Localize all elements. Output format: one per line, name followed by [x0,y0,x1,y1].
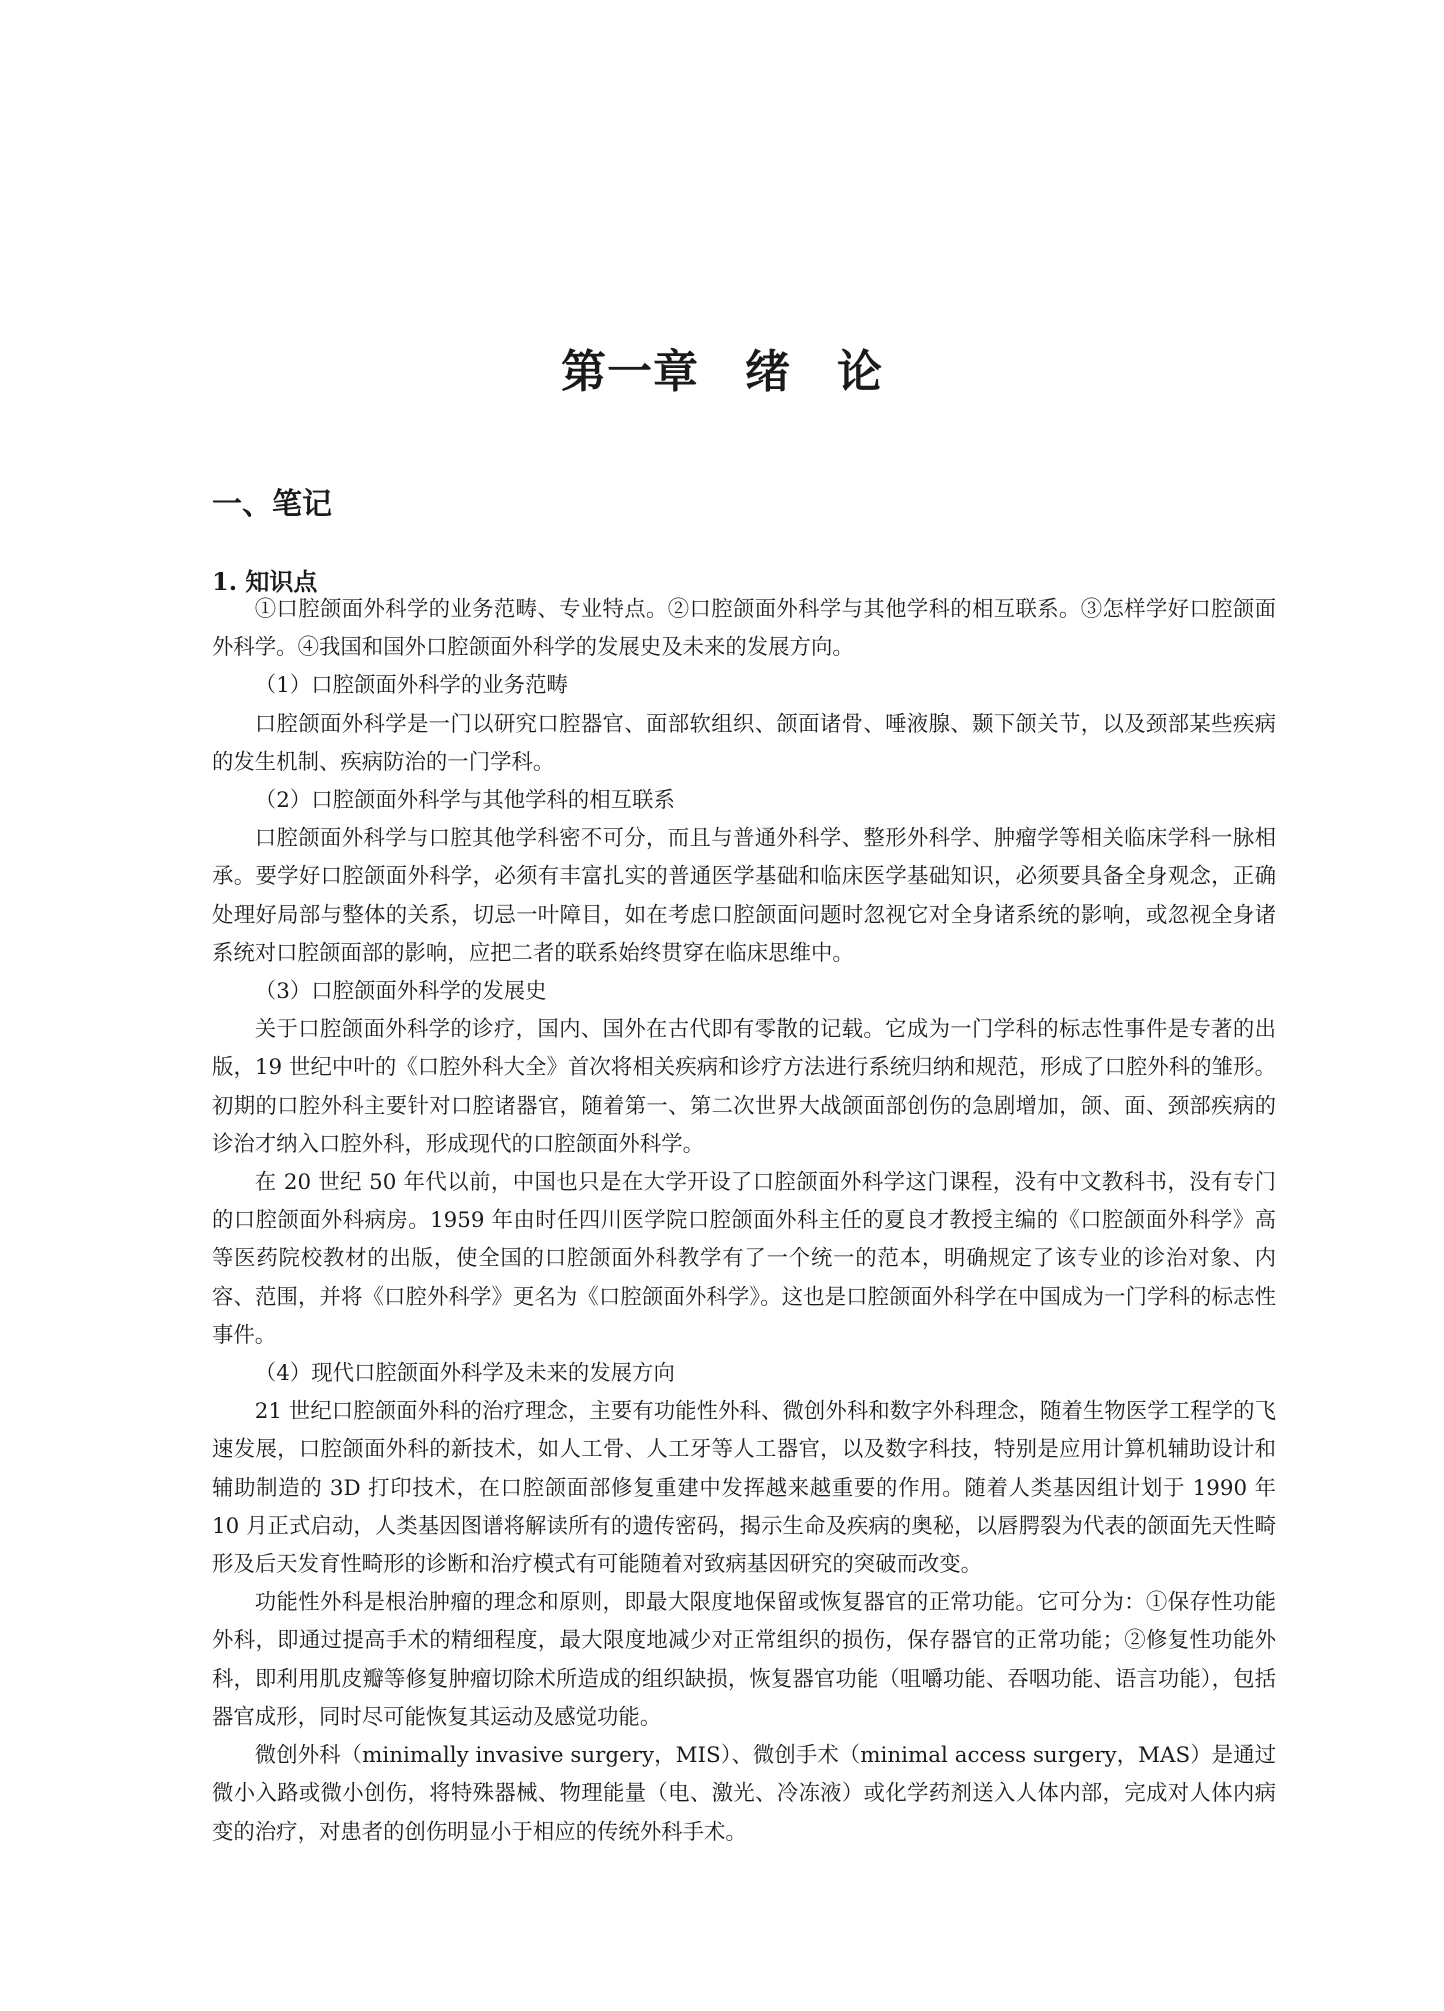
paragraph-history: 关于口腔颌面外科学的诊疗，国内、国外在古代即有零散的记载。它成为一门学科的标志性事件是专著的出版，19 世纪中叶的《口腔外科大全》首次将相关疾病和诊疗方法进行系统归纳和规范，形成了口腔外科的雏形。初期的口腔外科主要针对口腔诸器官，随着第一、第二次世界大战颌面部创伤的急剧增加，颌、面、颈部疾病的诊治才纳入口腔外科，形成现代的口腔颌面外科学。 [212,1017,1276,1157]
paragraph-overview: ①口腔颌面外科学的业务范畴、专业特点。②口腔颌面外科学与其他学科的相互联系。③怎样学好口腔颌面外科学。④我国和国外口腔颌面外科学的发展史及未来的发展方向。 [212,597,1276,661]
paragraph-modern: 21 世纪口腔颌面外科的治疗理念，主要有功能性外科、微创外科和数字外科理念，随着生物医学工程学的飞速发展，口腔颌面外科的新技术，如人工骨、人工牙等人工器官，以及数字科技，特别是应用计算机辅助设计和辅助制造的 3D 打印技术，在口腔颌面部修复重建中发挥越来越重要的作用。随着人类基因组计划于 1990 年 10 月正式启动，人类基因图谱将解读所有的遗传密码，揭示生命及疾病的奥秘，以唇腭裂为代表的颌面先天性畸形及后天发育性畸形的诊断和治疗模式有可能随着对致病基因研究的突破而改变。 [212,1399,1276,1578]
paragraph-minimally-invasive: 微创外科（minimally invasive surgery，MIS）、微创手术（minimal access surgery，MAS）是通过微小入路或微小创伤，将特殊器械、物理能量（电、激光、冷冻液）或化学药剂送入人体内部，完成对人体内病变的治疗，对患者的创伤明显小于相应的传统外科手术。 [212,1743,1276,1845]
chapter-title: 第一章 绪 论 [560,345,883,399]
paragraph-china-history: 在 20 世纪 50 年代以前，中国也只是在大学开设了口腔颌面外科学这门课程，没有中文教科书，没有专门的口腔颌面外科病房。1959 年由时任四川医学院口腔颌面外科主任的夏良才教授主编的《口腔颌面外科学》高等医药院校教材的出版，使全国的口腔颌面外科教学有了一个统一的范本，明确规定了该专业的诊治对象、内容、范围，并将《口腔外科学》更名为《口腔颌面外科学》。这也是口腔颌面外科学在中国成为一门学科的标志性事件。 [212,1170,1276,1348]
item-heading-3: （3）口腔颌面外科学的发展史 [254,979,547,1005]
sub-heading: 1. 知识点 [212,567,318,596]
section-heading: 一、笔记 [212,486,332,522]
paragraph-relations: 口腔颌面外科学与口腔其他学科密不可分，而且与普通外科学、整形外科学、肿瘤学等相关临床学科一脉相承。要学好口腔颌面外科学，必须有丰富扎实的普通医学基础和临床医学基础知识，必须要具备全身观念，正确处理好局部与整体的关系，切忌一叶障目，如在考虑口腔颌面问题时忽视它对全身诸系统的影响，或忽视全身诸系统对口腔颌面部的影响，应把二者的联系始终贯穿在临床思维中。 [212,826,1276,966]
body-text [212,591,1276,1852]
paragraph-functional-surgery: 功能性外科是根治肿瘤的理念和原则，即最大限度地保留或恢复器官的正常功能。它可分为：①保存性功能外科，即通过提高手术的精细程度，最大限度地减少对正常组织的损伤，保存器官的正常功能；②修复性功能外科，即利用肌皮瓣等修复肿瘤切除术所造成的组织缺损，恢复器官功能（咀嚼功能、吞咽功能、语言功能），包括器官成形，同时尽可能恢复其运动及感觉功能。 [212,1590,1276,1730]
paragraph-scope: 口腔颌面外科学是一门以研究口腔器官、面部软组织、颌面诸骨、唾液腺、颞下颌关节，以及颈部某些疾病的发生机制、疾病防治的一门学科。 [212,711,1276,775]
item-heading-1: （1）口腔颌面外科学的业务范畴 [254,673,568,699]
item-heading-4: （4）现代口腔颌面外科学及未来的发展方向 [254,1361,675,1387]
item-heading-2: （2）口腔颌面外科学与其他学科的相互联系 [254,788,675,814]
